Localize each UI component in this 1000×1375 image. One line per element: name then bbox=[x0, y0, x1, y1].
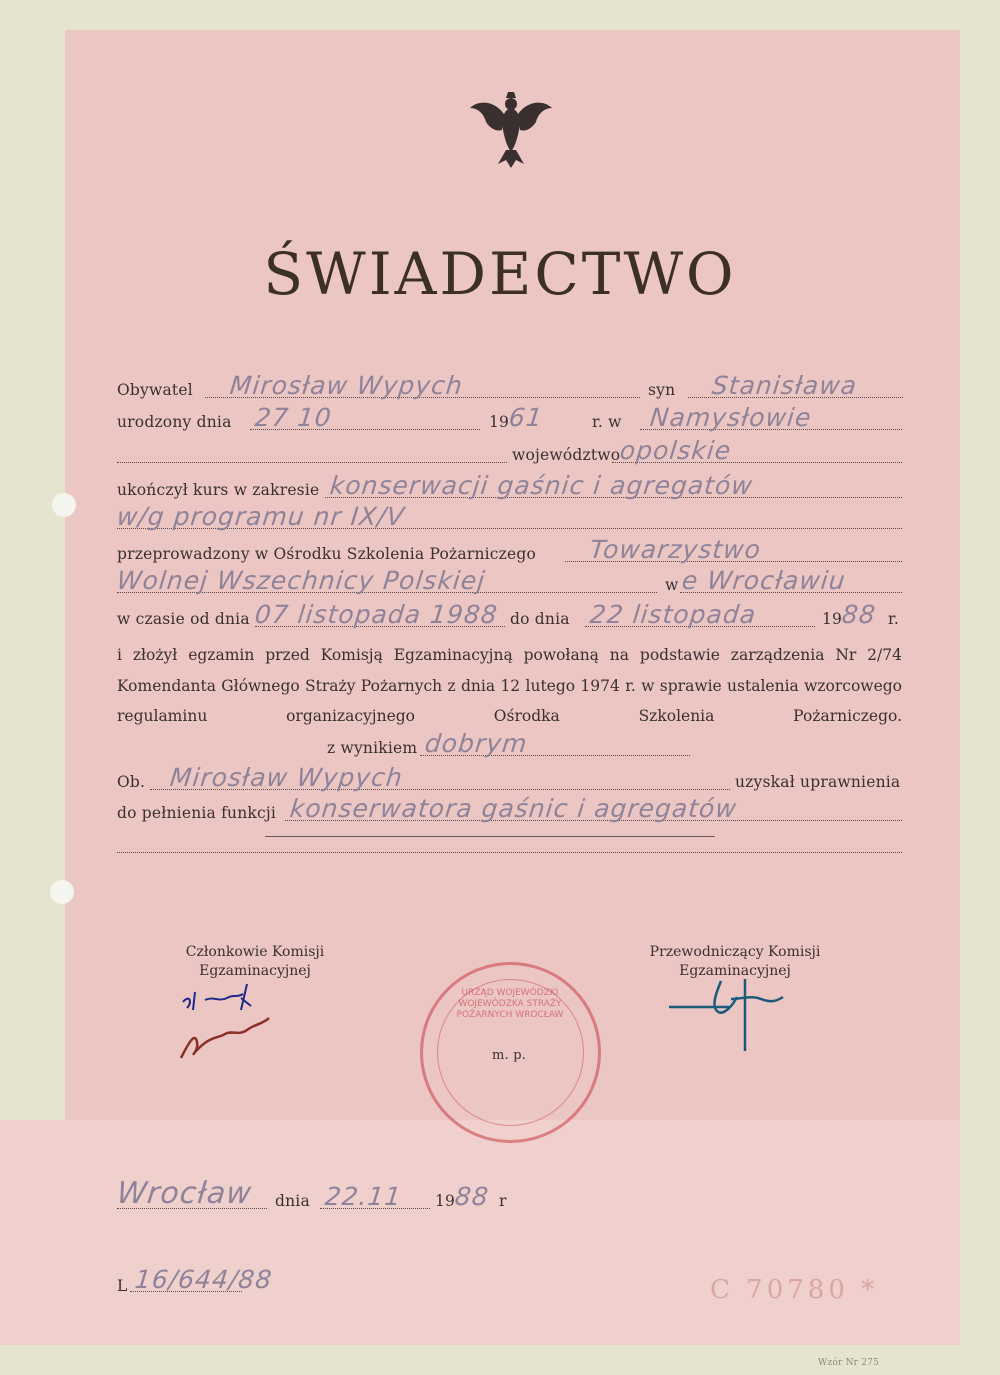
lower-band bbox=[0, 1120, 960, 1345]
hw-date: 22.11 bbox=[323, 1182, 404, 1211]
page-title: ŚWIADECTWO bbox=[263, 240, 737, 308]
label-ob: Ob. bbox=[117, 773, 146, 791]
eagle-emblem-icon bbox=[468, 90, 554, 170]
label-r: r. bbox=[888, 610, 900, 628]
label-r-end: r bbox=[499, 1192, 507, 1210]
chairman-line-2: Egzaminacyjnej bbox=[679, 963, 791, 979]
hw-place: Wrocław bbox=[115, 1176, 254, 1211]
hw-center-2: Wolnej Wszechnicy Polskiej bbox=[115, 566, 487, 595]
divider bbox=[265, 836, 715, 837]
hw-course-2: w/g programu nr IX/V bbox=[115, 502, 407, 531]
member-signatures bbox=[175, 980, 295, 1070]
stamp-text: URZĄD WOJEWÓDZKI WOJEWÓDZKA STRAŻY POŻARNYCH WROCŁAW bbox=[456, 988, 564, 1020]
chairman-line-1: Przewodniczący Komisji bbox=[649, 944, 821, 960]
members-line-2: Egzaminacyjnej bbox=[199, 963, 311, 979]
label-we: w bbox=[665, 576, 679, 594]
label-from: w czasie od dnia bbox=[117, 610, 250, 628]
hw-name: Mirosław Wypych bbox=[228, 371, 465, 400]
label-wojewodztwo: województwo bbox=[512, 446, 621, 464]
label-authorization: uzyskał uprawnienia bbox=[735, 773, 901, 791]
form-template-number: Wzór Nr 275 bbox=[818, 1358, 879, 1368]
hw-to-year: 88 bbox=[840, 600, 878, 629]
punch-hole bbox=[50, 880, 74, 904]
label-year: 19 bbox=[489, 413, 510, 431]
dotted-line bbox=[117, 462, 507, 463]
label-year-2: 19 bbox=[822, 610, 843, 628]
label-to: do dnia bbox=[510, 610, 570, 628]
label-r-w: r. w bbox=[592, 413, 622, 431]
label-course: ukończył kurs w zakresie bbox=[117, 481, 320, 499]
hw-result: dobrym bbox=[423, 729, 530, 758]
hw-course: konserwacji gaśnic i agregatów bbox=[328, 471, 755, 500]
hw-father: Stanisława bbox=[710, 371, 859, 400]
members-line-1: Członkowie Komisji bbox=[185, 944, 325, 960]
hw-year: 88 bbox=[453, 1182, 491, 1211]
punch-hole bbox=[52, 493, 76, 517]
label-obywatel: Obywatel bbox=[117, 381, 193, 399]
label-dnia: dnia bbox=[275, 1192, 310, 1210]
label-urodzony: urodzony dnia bbox=[117, 413, 232, 431]
dotted-line bbox=[117, 852, 902, 853]
hw-from: 07 listopada 1988 bbox=[253, 600, 500, 629]
hw-center-1: Towarzystwo bbox=[588, 535, 763, 564]
label-syn: syn bbox=[648, 381, 676, 399]
hw-to: 22 listopada bbox=[588, 600, 758, 629]
label-center: przeprowadzony w Ośrodku Szkolenia Pożarniczego bbox=[117, 545, 537, 563]
hw-province: opolskie bbox=[618, 436, 733, 465]
exam-paragraph: i złożył egzamin przed Komisją Egzaminacyjną powołaną na podstawie zarządzenia Nr 2/74 Komendanta Głównego Straży Pożarnych z dnia 12 lutego 1974 r. w sprawie ustalenia wzorcowego regulaminu organizacyjnego Ośrodka Szkolenia Pożarniczego. bbox=[117, 646, 902, 725]
hw-birth-year: 61 bbox=[507, 403, 545, 432]
members-label bbox=[130, 943, 380, 981]
label-result: z wynikiem bbox=[327, 739, 418, 757]
hw-city: e Wrocławiu bbox=[680, 566, 848, 595]
label-l: L bbox=[117, 1277, 128, 1295]
label-function: do pełnienia funkcji bbox=[117, 804, 277, 822]
chairman-signature bbox=[665, 975, 785, 1055]
label-year-3: 19 bbox=[435, 1192, 456, 1210]
hw-function: konserwatora gaśnic i agregatów bbox=[288, 794, 739, 823]
hw-birth-place: Namysłowie bbox=[648, 403, 814, 432]
hw-l-number: 16/644/88 bbox=[133, 1265, 274, 1294]
label-mp: m. p. bbox=[492, 1048, 527, 1063]
hw-name-2: Mirosław Wypych bbox=[168, 763, 405, 792]
hw-birth-day: 27 10 bbox=[253, 403, 334, 432]
serial-number: C 70780 * bbox=[710, 1275, 879, 1305]
